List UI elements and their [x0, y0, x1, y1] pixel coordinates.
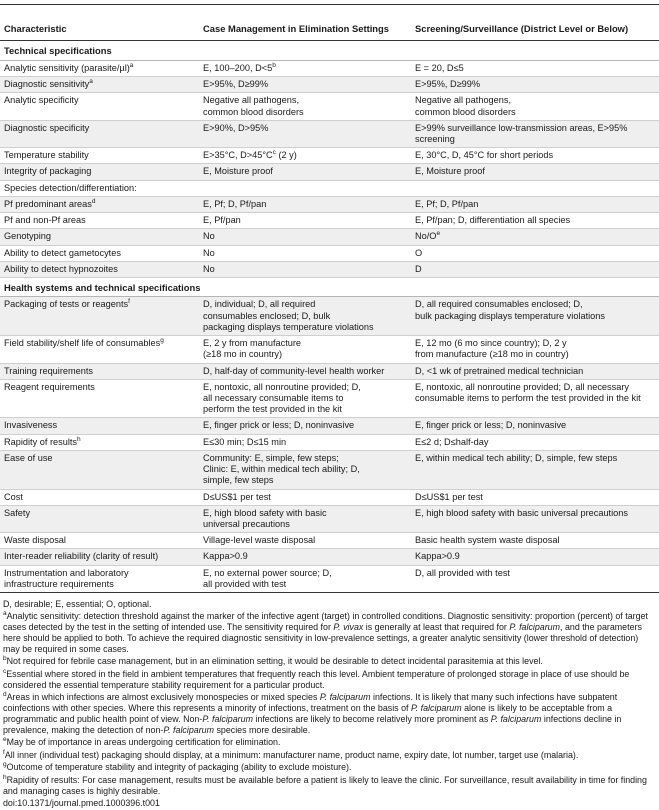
- cell-case-management: D≤US$1 per test: [199, 489, 411, 505]
- table-row: [0, 180, 659, 196]
- cell-characteristic: Inter-reader reliability (clarity of result): [0, 549, 199, 565]
- cell-case-management: E, nontoxic, all nonroutine provided; D, all necessary consumable items to perform the test provided in the kit: [199, 379, 411, 418]
- table-row: [0, 363, 659, 379]
- table-row: [0, 297, 659, 336]
- cell-screening-surveillance: E>95%, D≥99%: [411, 77, 659, 93]
- doi-line: doi:10.1371/journal.pmed.1000396.t001: [3, 797, 160, 808]
- section-header-row: [0, 41, 659, 60]
- cell-screening-surveillance: E, Pf/pan; D, differentiation all species: [411, 213, 659, 229]
- cell-screening-surveillance: D: [411, 261, 659, 277]
- section-title: Technical specifications: [0, 41, 659, 60]
- table-row: [0, 229, 659, 245]
- table-row: [0, 565, 659, 592]
- cell-characteristic: Pf and non-Pf areas: [0, 213, 199, 229]
- cell-characteristic: Training requirements: [0, 363, 199, 379]
- table-row: [0, 196, 659, 212]
- cell-case-management: No: [199, 261, 411, 277]
- footnote-a: $^a$Analytic sensitivity: detection threshold against the marker of the infective agent (target) in controlled conditions. Diagnostic sensitivity: proportion (percent) of target cases detected by the test in the setting of intended use. The sensitivity required for P. vivax is generally at least that required for P. falciparum, and the parameters here should be applied to both. To achieve the required diagnostic sensitivity in low-prevalence settings, a greater analytic sensitivity (lower threshold of detection) may be required in some cases.: [3, 610, 648, 655]
- table-row: [0, 77, 659, 93]
- table-row: [0, 60, 659, 76]
- cell-screening-surveillance: O: [411, 245, 659, 261]
- footnote-h: $^h$Rapidity of results: For case management, results must be available before a patient is likely to leave the clinic. For surveillance, result availability in time for finding and managing cases is highly desirable.: [3, 773, 647, 796]
- table-row: [0, 505, 659, 532]
- cell-case-management: No: [199, 245, 411, 261]
- footnote-e: $^e$May be of importance in areas undergoing certification for elimination.: [3, 736, 281, 748]
- cell-case-management: E, Pf/pan: [199, 213, 411, 229]
- cell-screening-surveillance: E = 20, D≤5: [411, 60, 659, 76]
- cell-screening-surveillance: Kappa>0.9: [411, 549, 659, 565]
- cell-characteristic: Analytic sensitivity (parasite/µl)$^a$: [0, 60, 199, 76]
- top-rule: [0, 4, 659, 5]
- table-row: [0, 213, 659, 229]
- cell-characteristic: Field stability/shelf life of consumables$^g$: [0, 336, 199, 363]
- footnote-g: $^g$Outcome of temperature stability and integrity of packaging (ability to exclude moisture).: [3, 761, 352, 773]
- table-row: [0, 245, 659, 261]
- cell-characteristic: Pf predominant areas$^d$: [0, 196, 199, 212]
- section-header-row: [0, 278, 659, 297]
- table-row: [0, 148, 659, 164]
- footnote-f: $^f$All inner (individual test) packaging should display, at a minimum: manufacturer name, product name, expiry date, lot number, target use (malaria).: [3, 748, 579, 760]
- table-row: [0, 164, 659, 180]
- cell-case-management: E, no external power source; D, all provided with test: [199, 565, 411, 592]
- cell-screening-surveillance: D, all provided with test: [411, 565, 659, 592]
- cell-characteristic: Diagnostic sensitivity$^a$: [0, 77, 199, 93]
- cell-characteristic: Integrity of packaging: [0, 164, 199, 180]
- cell-case-management: Negative all pathogens, common blood disorders: [199, 93, 411, 120]
- footnote-legend: D, desirable; E, essential; O, optional.: [3, 599, 152, 609]
- cell-case-management: E>35°C, $D>45^\circ C^c$ (2 y): [199, 148, 411, 164]
- header-characteristic: Characteristic: [0, 18, 199, 41]
- cell-characteristic: Temperature stability: [0, 148, 199, 164]
- cell-screening-surveillance: E, nontoxic, all nonroutine provided; D, all necessary consumable items to perform the test provided in the kit: [411, 379, 659, 418]
- cell-characteristic: Rapidity of results$^h$: [0, 434, 199, 450]
- cell-case-management: E, 100–200, $D<5^b$: [199, 60, 411, 76]
- cell-characteristic: Cost: [0, 489, 199, 505]
- cell-screening-surveillance: E, 12 mo (6 mo since country); D, 2 y from manufacture (≥18 mo in country): [411, 336, 659, 363]
- table-row: [0, 489, 659, 505]
- table-row: [0, 549, 659, 565]
- cell-screening-surveillance: E, finger prick or less; D, noninvasive: [411, 418, 659, 434]
- cell-case-management: No: [199, 229, 411, 245]
- table-row: [0, 418, 659, 434]
- specification-table: [0, 18, 659, 593]
- cell-case-management: E, 2 y from manufacture (≥18 mo in country): [199, 336, 411, 363]
- footnote-d: $^d$Areas in which infections are almost exclusively monospecies or mixed species P. falciparum infections. It is likely that many such infections have subpatent coinfections with other species. Where this represents a minority of infections, treatment on the basis of P. falciparum alone is likely to be acceptable from a programmatic and public health point of view. Non-P. falciparum infections are likely to become relatively more prominent as P. falciparum infections decline in prevalence, making the detection of non-P. falciparum species more desirable.: [3, 691, 622, 735]
- cell-screening-surveillance: E, high blood safety with basic universal precautions: [411, 505, 659, 532]
- table-row: [0, 533, 659, 549]
- cell-characteristic: Packaging of tests or reagents$^f$: [0, 297, 199, 336]
- cell-screening-surveillance: $No/O^e$: [411, 229, 659, 245]
- table-row: [0, 379, 659, 418]
- cell-screening-surveillance: E≤2 d; D≤half-day: [411, 434, 659, 450]
- cell-screening-surveillance: E, Moisture proof: [411, 164, 659, 180]
- cell-case-management: Kappa>0.9: [199, 549, 411, 565]
- cell-screening-surveillance: E, within medical tech ability; D, simple, few steps: [411, 450, 659, 489]
- cell-case-management: E, finger prick or less; D, noninvasive: [199, 418, 411, 434]
- cell-screening-surveillance: Basic health system waste disposal: [411, 533, 659, 549]
- table-row: [0, 120, 659, 147]
- cell-case-management: E, high blood safety with basic universal precautions: [199, 505, 411, 532]
- cell-case-management: Village-level waste disposal: [199, 533, 411, 549]
- cell-screening-surveillance: D, all required consumables enclosed; D, bulk packaging displays temperature violations: [411, 297, 659, 336]
- cell-case-management: E>95%, D≥99%: [199, 77, 411, 93]
- cell-case-management: E, Pf; D, Pf/pan: [199, 196, 411, 212]
- footnote-c: $^c$Essential where stored in the field in ambient temperatures that frequently reach this level. Ambient temperature of prolonged storage in place of use should be considered the essential temperature stability requirement for a particular product.: [3, 667, 630, 690]
- cell-characteristic: Ability to detect hypnozoites: [0, 261, 199, 277]
- cell-case-management: Community: E, simple, few steps; Clinic: E, within medical tech ability; D, simple, few steps: [199, 450, 411, 489]
- cell-screening-surveillance: E, 30°C, D, 45°C for short periods: [411, 148, 659, 164]
- cell-characteristic: Diagnostic specificity: [0, 120, 199, 147]
- cell-case-management: [199, 180, 411, 196]
- cell-characteristic: Waste disposal: [0, 533, 199, 549]
- header-case-management: Case Management in Elimination Settings: [199, 18, 411, 41]
- cell-screening-surveillance: Negative all pathogens, common blood disorders: [411, 93, 659, 120]
- footnote-b: $^b$Not required for febrile case management, but in an elimination setting, it would be desirable to detect incidental parasitemia at this level.: [3, 655, 543, 667]
- cell-characteristic: Analytic specificity: [0, 93, 199, 120]
- cell-case-management: E≤30 min; D≤15 min: [199, 434, 411, 450]
- cell-characteristic: Instrumentation and laboratory infrastructure requirements: [0, 565, 199, 592]
- table-row: [0, 450, 659, 489]
- cell-characteristic: Genotyping: [0, 229, 199, 245]
- cell-characteristic: Safety: [0, 505, 199, 532]
- cell-screening-surveillance: E>99% surveillance low-transmission areas, E>95% screening: [411, 120, 659, 147]
- table-row: [0, 434, 659, 450]
- cell-characteristic: Invasiveness: [0, 418, 199, 434]
- section-title: Health systems and technical specifications: [0, 278, 659, 297]
- table-row: [0, 93, 659, 120]
- cell-characteristic: Reagent requirements: [0, 379, 199, 418]
- cell-case-management: E, Moisture proof: [199, 164, 411, 180]
- cell-case-management: D, individual; D, all required consumables enclosed; D, bulk packaging displays temperature violations: [199, 297, 411, 336]
- table-header-row: [0, 18, 659, 41]
- table-row: [0, 261, 659, 277]
- cell-screening-surveillance: E, Pf; D, Pf/pan: [411, 196, 659, 212]
- cell-case-management: D, half-day of community-level health worker: [199, 363, 411, 379]
- table-body: [0, 41, 659, 593]
- cell-characteristic: Species detection/differentiation:: [0, 180, 199, 196]
- cell-screening-surveillance: [411, 180, 659, 196]
- cell-screening-surveillance: D, <1 wk of pretrained medical technician: [411, 363, 659, 379]
- cell-screening-surveillance: D≤US$1 per test: [411, 489, 659, 505]
- cell-characteristic: Ability to detect gametocytes: [0, 245, 199, 261]
- cell-case-management: E>90%, D>95%: [199, 120, 411, 147]
- header-screening-surveillance: Screening/Surveillance (District Level or Below): [411, 18, 659, 41]
- table-footnotes: [3, 599, 657, 810]
- cell-characteristic: Ease of use: [0, 450, 199, 489]
- table-row: [0, 336, 659, 363]
